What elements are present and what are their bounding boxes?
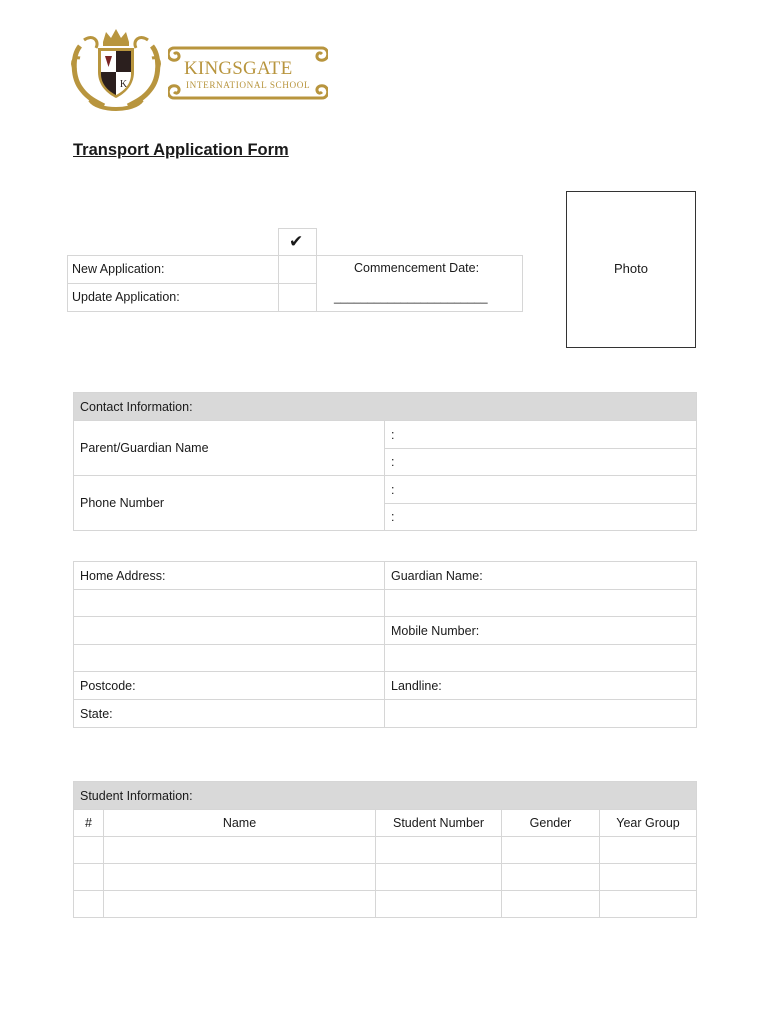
table-cell[interactable] [376, 891, 502, 918]
table-cell[interactable] [104, 837, 376, 864]
table-cell[interactable] [502, 864, 600, 891]
column-header-number: # [74, 810, 104, 837]
table-cell[interactable] [74, 837, 104, 864]
update-application-checkbox[interactable] [279, 284, 316, 311]
phone-number-field-2[interactable]: : [385, 504, 697, 531]
crest-icon [70, 26, 162, 112]
column-header-gender: Gender [502, 810, 600, 837]
table-cell[interactable] [600, 864, 697, 891]
home-address-field-3[interactable] [74, 645, 385, 672]
contact-section-header: Contact Information: [74, 393, 697, 421]
guardian-name-label: Guardian Name: [385, 562, 697, 590]
application-type-table [67, 228, 523, 312]
table-cell[interactable] [74, 891, 104, 918]
table-cell[interactable] [600, 891, 697, 918]
column-header-student-number: Student Number [376, 810, 502, 837]
mobile-number-field[interactable] [385, 645, 697, 672]
state-label[interactable]: State: [74, 700, 385, 728]
table-cell[interactable] [502, 891, 600, 918]
school-subtitle: INTERNATIONAL SCHOOL [186, 80, 311, 90]
table-row [74, 837, 697, 864]
table-cell[interactable] [600, 837, 697, 864]
table-cell[interactable] [104, 864, 376, 891]
table-cell[interactable] [376, 837, 502, 864]
page-title: Transport Application Form [73, 141, 289, 159]
table-row [74, 891, 697, 918]
table-row [74, 864, 697, 891]
postcode-label[interactable]: Postcode: [74, 672, 385, 700]
table-cell[interactable] [502, 837, 600, 864]
school-name: KINGSGATE [184, 58, 293, 79]
state-adjacent-field[interactable] [385, 700, 697, 728]
new-application-label: New Application: [72, 262, 165, 276]
guardian-name-field-1[interactable]: : [385, 421, 697, 449]
guardian-name-field[interactable] [385, 590, 697, 617]
check-column-header: ✔ [289, 232, 304, 251]
commencement-date-field[interactable]: _______________________ [334, 290, 488, 304]
photo-box[interactable] [566, 191, 696, 348]
home-address-label: Home Address: [74, 562, 385, 590]
landline-label[interactable]: Landline: [385, 672, 697, 700]
student-section-header: Student Information: [74, 782, 697, 810]
school-logo [70, 26, 332, 114]
student-information-table [73, 781, 697, 918]
update-application-label: Update Application: [72, 290, 180, 304]
home-address-field-2[interactable] [74, 617, 385, 645]
photo-label: Photo [614, 261, 648, 276]
table-cell[interactable] [104, 891, 376, 918]
contact-information-table [73, 392, 697, 531]
crest-letter: K [119, 79, 128, 90]
phone-number-field-1[interactable]: : [385, 476, 697, 504]
address-table [73, 561, 697, 728]
new-application-checkbox[interactable] [279, 256, 316, 283]
commencement-date-label: Commencement Date: [354, 261, 480, 275]
table-cell[interactable] [376, 864, 502, 891]
guardian-name-label: Parent/Guardian Name [74, 421, 385, 476]
phone-number-label: Phone Number [74, 476, 385, 531]
home-address-field-1[interactable] [74, 590, 385, 617]
mobile-number-label: Mobile Number: [385, 617, 697, 645]
table-cell[interactable] [74, 864, 104, 891]
guardian-name-field-2[interactable]: : [385, 449, 697, 476]
column-header-year-group: Year Group [600, 810, 697, 837]
column-header-name: Name [104, 810, 376, 837]
